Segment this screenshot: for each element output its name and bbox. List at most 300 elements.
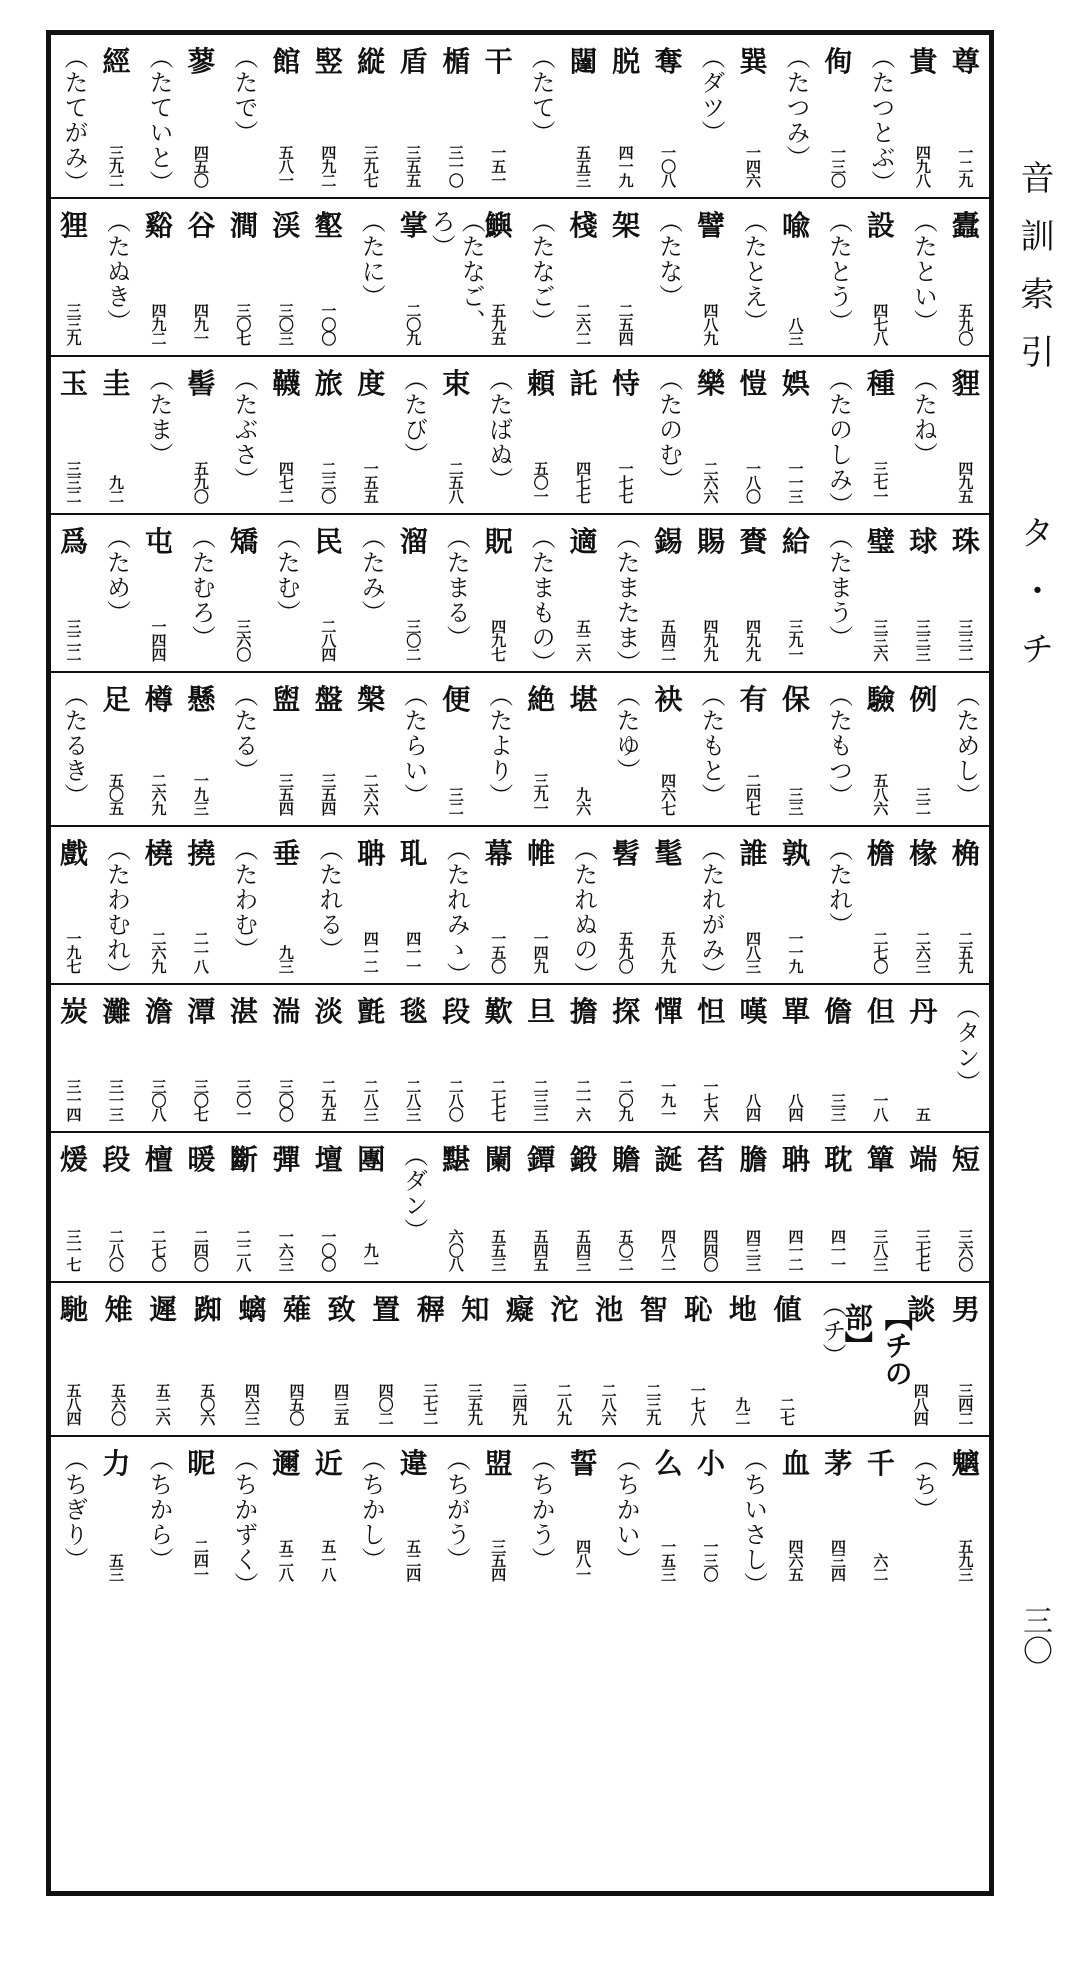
- kanji-char: 闥: [569, 45, 598, 78]
- kanji-entry: [99, 361, 133, 509]
- page-ref: 二七〇: [871, 931, 890, 973]
- kanji-char: 度: [357, 367, 386, 400]
- kanji-char: 黮: [442, 1143, 471, 1176]
- kanji-entry: [184, 989, 218, 1127]
- index-row: [51, 827, 989, 987]
- reading-heading: [737, 1441, 771, 1597]
- reading-label: （たれがみ）: [697, 837, 726, 987]
- kanji-entry: [592, 1287, 626, 1431]
- reading-heading: [949, 677, 983, 821]
- reading-heading: [427, 203, 486, 351]
- kanji-entry: [99, 39, 133, 193]
- reading-heading: [397, 1137, 431, 1277]
- page-ref: 二六三: [913, 931, 932, 973]
- reading-label: （たゆ）: [612, 683, 641, 783]
- kanji-char: 耽: [824, 1143, 853, 1176]
- reading-heading: [821, 831, 855, 979]
- reading-label: （たぶさ）: [229, 367, 258, 492]
- kanji-char: 驗: [866, 683, 895, 716]
- index-row: [51, 1133, 989, 1281]
- kanji-char: 喩: [781, 209, 810, 242]
- page-ref: 一四六: [744, 145, 762, 187]
- kanji-char: 託: [569, 367, 598, 400]
- kanji-entry: [524, 677, 558, 821]
- page-ref: 二〇九: [616, 1079, 635, 1121]
- page-ref: 二五九: [956, 931, 975, 973]
- kanji-char: 給: [781, 525, 810, 558]
- kanji-char: 澹: [144, 995, 173, 1028]
- kanji-entry: [694, 203, 728, 351]
- kanji-char: 愷: [739, 367, 768, 400]
- kanji-char: 怛: [697, 995, 726, 1028]
- page-ref: 五五三: [574, 145, 593, 187]
- kanji-entry: [779, 361, 813, 509]
- reading-label: （たのむ）: [654, 367, 683, 492]
- index-band: [51, 673, 989, 827]
- page-ref: 一七八: [688, 1383, 707, 1425]
- kanji-entry: [184, 677, 218, 821]
- index-row: [51, 1283, 989, 1435]
- reading-heading: [567, 831, 601, 987]
- page-ref: 五二六: [574, 619, 593, 661]
- reading-label: （たわむ）: [229, 837, 258, 962]
- kanji-char: 力: [102, 1447, 131, 1480]
- kanji-entry: [397, 39, 431, 193]
- kanji-entry: [227, 1137, 261, 1277]
- kanji-entry: [821, 989, 855, 1127]
- page-ref: 二五四: [616, 303, 635, 345]
- reading-label: （たのしみ）: [824, 367, 853, 517]
- kanji-char: 近: [314, 1447, 343, 1480]
- page-ref: 四九八: [913, 145, 932, 187]
- kanji-entry: [949, 831, 983, 979]
- page-ref: 三九一: [786, 619, 805, 661]
- kanji-entry: [771, 1287, 805, 1431]
- reading-heading: [737, 203, 771, 351]
- page-ref: 一〇〇: [319, 303, 338, 345]
- kanji-entry: [397, 519, 431, 667]
- reading-label: （たまう）: [824, 525, 853, 650]
- kanji-char: 聃: [357, 837, 386, 870]
- kanji-entry: [184, 1441, 218, 1587]
- page-ref: 一八〇: [744, 461, 762, 503]
- page-ref: 四七二: [276, 461, 295, 503]
- kanji-char: 保: [781, 683, 810, 716]
- page-ref: 四一一: [828, 1229, 847, 1271]
- reading-label: （たつみ）: [781, 45, 810, 170]
- page-ref: 一七七: [616, 461, 635, 503]
- page-ref: 六二: [871, 1553, 890, 1581]
- page-ref: 四六七: [659, 773, 678, 815]
- kanji-entry: [439, 989, 473, 1127]
- page-ref: 二八三: [404, 1079, 423, 1121]
- reading-heading: [821, 677, 855, 821]
- kanji-char: 干: [484, 45, 513, 78]
- kanji-entry: [312, 519, 346, 667]
- reading-heading: [652, 203, 686, 351]
- kanji-char: 盟: [484, 1447, 513, 1480]
- kanji-char: 璧: [866, 525, 895, 558]
- kanji-char: 檐: [866, 837, 895, 870]
- kanji-char: 貴: [909, 45, 938, 78]
- kanji-entry: [142, 203, 176, 351]
- kanji-entry: [269, 831, 303, 979]
- kanji-char: 智: [639, 1293, 668, 1326]
- page-ref: 三四二: [956, 1383, 975, 1425]
- kanji-char: 闌: [484, 1143, 513, 1176]
- index-band: [51, 35, 989, 199]
- index-band: [51, 515, 989, 673]
- page-ref: 六〇八: [446, 1229, 465, 1271]
- reading-heading: [227, 39, 261, 193]
- kanji-char: 團: [357, 1143, 386, 1176]
- reading-label: （たまもの）: [527, 525, 556, 675]
- reading-label: （たとう）: [824, 209, 853, 334]
- page-number: 三〇: [1017, 1605, 1052, 1665]
- page-ref: 二六六: [701, 461, 720, 503]
- kanji-char: 但: [866, 995, 895, 1028]
- page-ref: 三五九: [465, 1383, 484, 1425]
- reading-heading: [821, 361, 855, 517]
- kanji-entry: [354, 989, 388, 1127]
- kanji-entry: [227, 519, 261, 667]
- kanji-entry: [142, 989, 176, 1127]
- reading-heading: [354, 1441, 388, 1587]
- kanji-char: 例: [909, 683, 938, 716]
- reading-heading: [779, 39, 813, 193]
- page-ref: 四八三: [744, 931, 762, 973]
- kanji-entry: [949, 1137, 983, 1277]
- kanji-entry: [906, 39, 940, 193]
- index-row: [51, 35, 989, 197]
- page-ref: 四八二: [659, 1229, 678, 1271]
- page-ref: 三一三: [106, 1079, 125, 1121]
- reading-label: （たむろ）: [187, 525, 216, 650]
- kanji-entry: [482, 39, 516, 193]
- kanji-char: 癡: [505, 1293, 534, 1326]
- reading-label: （たれみゝ）: [442, 837, 471, 987]
- kanji-char: 段: [102, 1143, 131, 1176]
- kanji-char: 馳: [59, 1293, 88, 1326]
- page-ref: 二〇九: [404, 303, 423, 345]
- kanji-char: 渓: [272, 209, 301, 242]
- page-ref: 一八: [871, 1093, 890, 1121]
- page-ref: 二三三: [531, 1079, 550, 1121]
- kanji-entry: [567, 39, 601, 193]
- kanji-entry: [354, 1137, 388, 1277]
- page-ref: 三五四: [319, 773, 338, 815]
- reading-heading: [906, 203, 940, 351]
- kanji-entry: [482, 1441, 516, 1587]
- page-ref: 四七八: [871, 303, 890, 345]
- reading-label: （たなご、ろ）: [427, 209, 486, 334]
- kanji-entry: [949, 519, 983, 667]
- page-ref: 五四五: [531, 1229, 550, 1271]
- kanji-char: 斷: [229, 1143, 258, 1176]
- kanji-char: 館: [272, 45, 301, 78]
- reading-heading: [815, 1287, 849, 1431]
- page-ref: 二四一: [191, 1539, 210, 1581]
- kanji-entry: [864, 1137, 898, 1277]
- page-ref: 八三: [786, 317, 805, 345]
- kanji-char: 棧: [569, 209, 598, 242]
- kanji-entry: [694, 1441, 728, 1587]
- kanji-char: 設: [866, 209, 895, 242]
- kanji-char: 絶: [527, 683, 556, 716]
- page-ref: 四八一: [574, 1539, 593, 1581]
- page-ref: 三七七: [913, 1229, 932, 1271]
- page-ref: 三三: [828, 1093, 847, 1121]
- kanji-char: 橈: [144, 837, 173, 870]
- reading-heading: [354, 519, 388, 667]
- kanji-entry: [57, 831, 91, 979]
- page-ref: 二八四: [319, 619, 338, 661]
- kanji-entry: [414, 1287, 448, 1431]
- reading-heading: [57, 677, 91, 821]
- reading-label: （たもと）: [697, 683, 726, 808]
- kanji-char: 爲: [59, 525, 88, 558]
- reading-label: （たれる）: [314, 837, 343, 962]
- kanji-char: 掌: [399, 209, 428, 242]
- reading-heading: [439, 519, 473, 667]
- kanji-char: 單: [781, 995, 810, 1028]
- index-band: [51, 985, 989, 1133]
- kanji-entry: [737, 39, 771, 193]
- kanji-char: 旅: [314, 367, 343, 400]
- kanji-char: 歎: [484, 995, 513, 1028]
- kanji-entry: [312, 1137, 346, 1277]
- reading-heading: [482, 361, 516, 509]
- kanji-char: 昵: [187, 1447, 216, 1480]
- reading-label: （ちかう）: [527, 1447, 556, 1572]
- kanji-char: 彈: [272, 1143, 301, 1176]
- page-ref: 五九〇: [616, 931, 635, 973]
- page-ref: 三二: [913, 787, 932, 815]
- kanji-entry: [269, 39, 303, 193]
- page-ref: 三四九: [510, 1383, 529, 1425]
- kanji-entry: [99, 1441, 133, 1587]
- kanji-entry: [821, 1441, 855, 1587]
- index-band: [51, 1133, 989, 1283]
- kanji-entry: [737, 677, 771, 821]
- kanji-char: 簞: [866, 1143, 895, 1176]
- page-ref: 九二: [733, 1397, 752, 1425]
- reading-label: （たなご）: [527, 209, 556, 334]
- reading-heading: [694, 831, 728, 987]
- kanji-entry: [609, 831, 643, 979]
- kanji-entry: [949, 361, 983, 509]
- kanji-char: 致: [327, 1293, 356, 1326]
- reading-label: （ダツ）: [697, 45, 726, 145]
- kanji-entry: [397, 989, 431, 1127]
- kanji-entry: [567, 989, 601, 1127]
- kanji-char: 溜: [399, 525, 428, 558]
- index-band: [51, 199, 989, 357]
- page-ref: 三三二: [64, 461, 83, 503]
- kanji-entry: [652, 519, 686, 667]
- kanji-char: 萏: [697, 1143, 726, 1176]
- kanji-char: 架: [612, 209, 641, 242]
- page-ref: 四九五: [956, 461, 975, 503]
- kanji-char: 短: [951, 1143, 980, 1176]
- kanji-char: 縦: [357, 45, 386, 78]
- kanji-char: 孰: [781, 837, 810, 870]
- kanji-entry: [567, 519, 601, 667]
- kanji-char: 贍: [612, 1143, 641, 1176]
- kanji-entry: [439, 39, 473, 193]
- kanji-entry: [779, 989, 813, 1127]
- page-ref: 一一九: [786, 931, 805, 973]
- kanji-char: 炭: [59, 995, 88, 1028]
- page-ref: 四九九: [744, 619, 762, 661]
- kanji-char: 束: [442, 367, 471, 400]
- kanji-char: 谷: [187, 209, 216, 242]
- page-ref: 一五三: [659, 1539, 678, 1581]
- kanji-entry: [184, 361, 218, 509]
- kanji-entry: [184, 831, 218, 979]
- kanji-char: 探: [612, 995, 641, 1028]
- kanji-entry: [949, 203, 983, 351]
- reading-label: （ち）: [909, 1447, 938, 1522]
- page-ref: 三〇二: [404, 619, 423, 661]
- reading-label: （たで）: [229, 45, 258, 145]
- kanji-entry: [864, 831, 898, 979]
- kanji-char: 圭: [102, 367, 131, 400]
- page-ref: 三三九: [64, 303, 83, 345]
- reading-label: （たてがみ）: [60, 45, 88, 195]
- kanji-entry: [312, 1441, 346, 1587]
- kanji-char: 踟: [193, 1293, 222, 1326]
- kanji-entry: [726, 1287, 760, 1431]
- reading-heading: [99, 831, 133, 987]
- reading-heading: [482, 677, 516, 821]
- page-ref: 五八四: [64, 1383, 83, 1425]
- page-ref: 二二八: [234, 1229, 253, 1271]
- reading-label: （たるき）: [60, 683, 88, 808]
- page-ref: 五二六: [153, 1383, 172, 1425]
- reading-label: （ちがう）: [442, 1447, 471, 1572]
- page-ref: 九三: [276, 945, 295, 973]
- kanji-entry: [369, 1287, 403, 1431]
- kanji-entry: [269, 1137, 303, 1277]
- page-ref: 二四七: [744, 773, 762, 815]
- reading-label: （たもつ）: [824, 683, 853, 808]
- kanji-char: 便: [442, 683, 471, 716]
- kanji-entry: [354, 39, 388, 193]
- page-ref: 三六〇: [234, 619, 253, 661]
- reading-heading: [821, 519, 855, 667]
- kanji-char: 丹: [909, 995, 938, 1028]
- page-ref: 五〇一: [531, 461, 550, 503]
- kanji-char: 谿: [144, 209, 173, 242]
- kanji-char: 薙: [282, 1293, 311, 1326]
- kanji-char: 儋: [824, 995, 853, 1028]
- page-ref: 四九九: [701, 619, 720, 661]
- kanji-char: 民: [314, 525, 343, 558]
- kanji-entry: [57, 361, 91, 509]
- page-ref: 一九七: [64, 931, 83, 973]
- page-ref: 三〇八: [149, 1079, 168, 1121]
- kanji-char: 男: [951, 1293, 980, 1326]
- page-ref: 四九一: [191, 303, 210, 345]
- kanji-char: 堪: [569, 683, 598, 716]
- kanji-char: 楯: [442, 45, 471, 78]
- page-ref: 五二八: [276, 1539, 295, 1581]
- page-ref: 五〇六: [198, 1383, 217, 1425]
- page-ref: 五〇五: [106, 773, 125, 815]
- kanji-char: 撓: [187, 837, 216, 870]
- kanji-char: 螭: [238, 1293, 267, 1326]
- kanji-char: 千: [866, 1447, 895, 1480]
- kanji-char: 茅: [824, 1447, 853, 1480]
- kanji-char: 湛: [229, 995, 258, 1028]
- reading-label: （たわむれ）: [102, 837, 131, 987]
- page-ref: 一〇八: [659, 145, 678, 187]
- kanji-entry: [99, 1137, 133, 1277]
- reading-heading: [821, 203, 855, 351]
- kanji-char: 屯: [144, 525, 173, 558]
- page-ref: 一五〇: [489, 931, 508, 973]
- kanji-char: 貍: [951, 367, 980, 400]
- reading-label: （たる）: [229, 683, 258, 783]
- kanji-char: 珠: [951, 525, 980, 558]
- running-header: [1010, 160, 1059, 392]
- kanji-entry: [269, 989, 303, 1127]
- kanji-entry: [681, 1287, 715, 1431]
- kanji-entry: [949, 1441, 983, 1587]
- kanji-char: 竪: [314, 45, 343, 78]
- kanji-entry: [99, 989, 133, 1127]
- reading-label: （たより）: [484, 683, 513, 808]
- kanji-entry: [737, 1137, 771, 1277]
- reading-label: （ちかし）: [357, 1447, 386, 1572]
- kanji-char: 盤: [314, 683, 343, 716]
- page-ref: 一四四: [149, 619, 168, 661]
- reading-label: （ちから）: [144, 1447, 173, 1572]
- page-ref: 三〇七: [191, 1079, 210, 1121]
- kanji-entry: [949, 39, 983, 193]
- index-row: [51, 199, 989, 355]
- reading-label: （たな）: [654, 209, 683, 309]
- page-ref: 二六六: [361, 773, 380, 815]
- kanji-entry: [609, 203, 643, 351]
- page-ref: 三〇三: [276, 303, 295, 345]
- reading-heading: [99, 519, 133, 667]
- kanji-char: 狸: [59, 209, 88, 242]
- kanji-char: 憚: [654, 995, 683, 1028]
- page-ref: 四五〇: [191, 145, 210, 187]
- page-ref: 三八三: [871, 1229, 890, 1271]
- kanji-char: 侚: [824, 45, 853, 78]
- kanji-entry: [354, 361, 388, 509]
- kanji-entry: [235, 1287, 269, 1431]
- index-row: [51, 515, 989, 675]
- kanji-char: 蓼: [187, 45, 216, 78]
- page-ref: 四七七: [574, 461, 593, 503]
- kanji-entry: [312, 989, 346, 1127]
- page-ref: 五九五: [489, 303, 508, 345]
- kanji-char: 頼: [527, 367, 556, 400]
- page-ref: 二八〇: [446, 1079, 465, 1121]
- page-ref: 二七七: [489, 1079, 508, 1121]
- kanji-entry: [779, 1137, 813, 1277]
- kanji-entry: [142, 519, 176, 667]
- page-ref: 五〇二: [616, 1229, 635, 1271]
- page-ref: 三一〇: [446, 145, 465, 187]
- index-band: [51, 827, 989, 985]
- reading-heading: [864, 39, 898, 193]
- kanji-char: 盾: [399, 45, 428, 78]
